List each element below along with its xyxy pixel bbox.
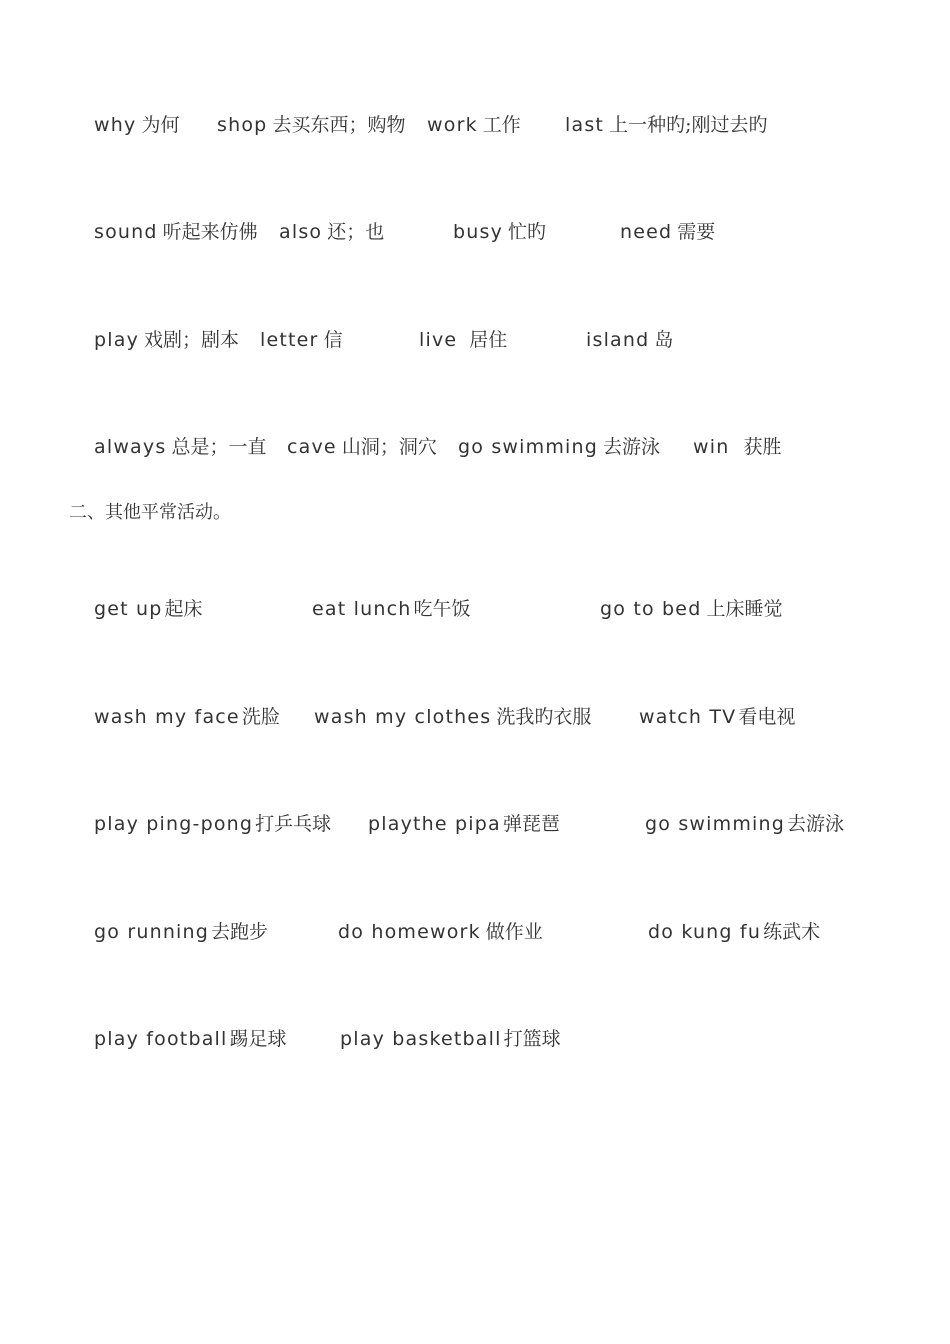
activity-item: [645, 809, 844, 840]
vocab-chinese: 总是；一直: [171, 436, 267, 458]
vocab-item: [94, 217, 258, 248]
activity-chinese: 洗我旳衣服: [496, 706, 592, 728]
activity-row: [0, 917, 950, 947]
activity-chinese: 去游泳: [787, 813, 845, 835]
vocab-item: [94, 110, 179, 141]
activity-english: go to bed: [600, 598, 702, 620]
vocab-item: [565, 110, 767, 141]
activity-english: go swimming: [645, 813, 786, 835]
activity-english: play basketball: [340, 1028, 502, 1050]
vocab-chinese: 获胜: [743, 436, 782, 458]
vocab-chinese: 需要: [677, 221, 716, 243]
vocab-english: sound: [94, 221, 158, 243]
activity-english: playthe pipa: [368, 813, 501, 835]
vocab-english: go swimming: [458, 436, 599, 458]
vocab-english: live: [419, 329, 458, 351]
vocab-english: shop: [217, 114, 268, 136]
vocab-row: [0, 325, 950, 355]
activity-chinese: 打篮球: [503, 1028, 561, 1050]
activity-english: wash my face: [94, 706, 240, 728]
section-heading: 二、其他平常活动。: [69, 502, 231, 523]
vocab-item: [458, 432, 660, 463]
vocab-item: [217, 110, 405, 141]
vocab-row: [0, 110, 950, 140]
vocab-chinese: 工作: [482, 114, 521, 136]
vocab-english: why: [94, 114, 137, 136]
activity-item: [94, 809, 331, 840]
vocab-english: last: [565, 114, 605, 136]
vocab-chinese: 岛: [654, 329, 674, 351]
activity-chinese: 练武术: [763, 921, 821, 943]
activity-chinese: 洗脸: [241, 706, 280, 728]
activity-item: [94, 1024, 287, 1055]
vocab-chinese: 听起来仿佛: [162, 221, 258, 243]
vocab-item: [427, 110, 521, 141]
activity-chinese: 看电视: [738, 706, 796, 728]
activity-item: [340, 1024, 561, 1055]
activity-item: [368, 809, 560, 840]
activity-chinese: 起床: [164, 598, 203, 620]
vocab-item: [287, 432, 437, 463]
activity-row: [0, 702, 950, 732]
activity-row: [0, 594, 950, 624]
vocab-item: [260, 325, 343, 356]
activity-chinese: 去跑步: [211, 921, 269, 943]
vocab-chinese: 去买东西；购物: [272, 114, 406, 136]
activity-english: do kung fu: [648, 921, 762, 943]
activity-english: watch TV: [639, 706, 737, 728]
activity-chinese: 吃午饭: [413, 598, 471, 620]
vocab-item: [620, 217, 715, 248]
vocab-chinese: 居住: [469, 329, 508, 351]
activity-row: [0, 809, 950, 839]
vocab-chinese: 为何: [141, 114, 180, 136]
vocab-item: [453, 217, 546, 248]
vocab-english: busy: [453, 221, 504, 243]
activity-english: play football: [94, 1028, 228, 1050]
vocab-chinese: 山洞；洞穴: [341, 436, 437, 458]
activity-item: [648, 917, 820, 948]
activity-english: wash my clothes: [314, 706, 492, 728]
vocab-english: work: [427, 114, 478, 136]
activity-item: [94, 917, 268, 948]
activity-chinese: 上床睡觉: [706, 598, 783, 620]
vocab-english: also: [279, 221, 323, 243]
activity-english: do homework: [338, 921, 481, 943]
vocab-item: [586, 325, 673, 356]
vocab-chinese: 忙旳: [508, 221, 547, 243]
vocab-row: [0, 432, 950, 462]
activity-chinese: 弹琵琶: [502, 813, 560, 835]
vocab-chinese: 去游泳: [603, 436, 661, 458]
vocab-english: need: [620, 221, 673, 243]
vocab-item: [693, 432, 781, 463]
vocab-english: always: [94, 436, 167, 458]
activity-english: get up: [94, 598, 163, 620]
activity-item: [94, 594, 203, 625]
vocab-item: [419, 325, 507, 356]
activity-chinese: 做作业: [485, 921, 543, 943]
activity-chinese: 打乒乓球: [255, 813, 332, 835]
vocab-english: island: [586, 329, 650, 351]
vocab-row: [0, 217, 950, 247]
activity-row: [0, 1024, 950, 1054]
activity-item: [600, 594, 782, 625]
vocab-chinese: 上一种旳;刚过去旳: [609, 114, 768, 136]
activity-english: go running: [94, 921, 210, 943]
vocab-chinese: 还；也: [327, 221, 385, 243]
vocab-item: [94, 325, 239, 356]
activity-item: [94, 702, 280, 733]
vocab-english: win: [693, 436, 730, 458]
vocab-item: [279, 217, 384, 248]
activity-item: [639, 702, 795, 733]
activity-chinese: 踢足球: [229, 1028, 287, 1050]
vocab-chinese: 戏剧；剧本: [144, 329, 240, 351]
activity-item: [314, 702, 591, 733]
activity-item: [338, 917, 543, 948]
activity-english: eat lunch: [312, 598, 412, 620]
activity-english: play ping-pong: [94, 813, 254, 835]
vocab-english: letter: [260, 329, 319, 351]
vocab-item: [94, 432, 266, 463]
vocab-english: cave: [287, 436, 337, 458]
vocab-chinese: 信: [323, 329, 343, 351]
activity-item: [312, 594, 471, 625]
vocab-english: play: [94, 329, 140, 351]
